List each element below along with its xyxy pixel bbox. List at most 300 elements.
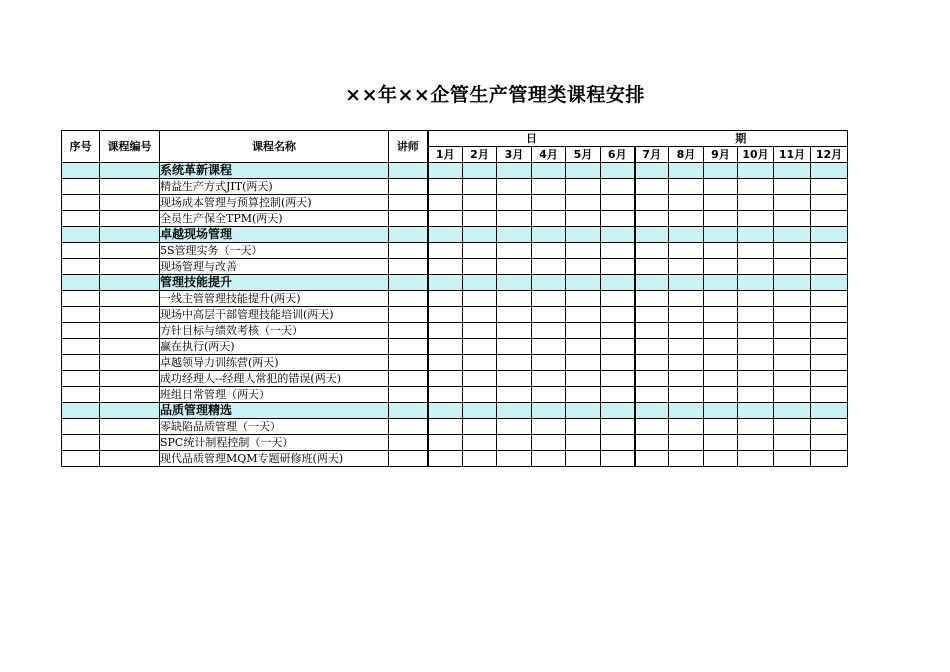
- lecturer-cell: [389, 419, 428, 435]
- course-name: 一线主管管理技能提升(两天): [160, 291, 389, 307]
- month-cell: [532, 163, 566, 179]
- seq-cell: [62, 435, 100, 451]
- header-date-right: 期: [635, 131, 848, 147]
- course-name: 精益生产方式JIT(两天): [160, 179, 389, 195]
- month-cell: [566, 291, 601, 307]
- month-cell: [428, 211, 463, 227]
- month-cell: [635, 179, 669, 195]
- month-cell: [704, 211, 738, 227]
- month-cell: [566, 403, 601, 419]
- month-cell: [774, 227, 811, 243]
- month-cell: [738, 243, 774, 259]
- month-cell: [428, 243, 463, 259]
- month-cell: [566, 371, 601, 387]
- month-cell: [704, 371, 738, 387]
- seq-cell: [62, 195, 100, 211]
- course-name: 班组日常管理（两天）: [160, 387, 389, 403]
- header-course-name: 课程名称: [160, 131, 389, 163]
- month-cell: [497, 387, 532, 403]
- month-cell: [635, 307, 669, 323]
- course-code-cell: [100, 211, 160, 227]
- month-cell: [532, 275, 566, 291]
- month-cell: [428, 275, 463, 291]
- month-cell: [635, 163, 669, 179]
- lecturer-cell: [389, 275, 428, 291]
- month-cell: [738, 339, 774, 355]
- course-code-cell: [100, 339, 160, 355]
- month-cell: [463, 195, 497, 211]
- month-cell: [669, 211, 704, 227]
- month-cell: [566, 435, 601, 451]
- lecturer-cell: [389, 451, 428, 467]
- month-cell: [811, 323, 848, 339]
- month-cell: [463, 291, 497, 307]
- month-cell: [811, 275, 848, 291]
- month-cell: [497, 227, 532, 243]
- month-cell: [532, 243, 566, 259]
- month-cell: [738, 403, 774, 419]
- month-cell: [601, 291, 635, 307]
- month-cell: [497, 259, 532, 275]
- month-cell: [811, 339, 848, 355]
- course-row: [62, 291, 848, 307]
- month-cell: [601, 243, 635, 259]
- seq-cell: [62, 387, 100, 403]
- month-cell: [532, 307, 566, 323]
- month-cell: [704, 307, 738, 323]
- course-name: 现场成本管理与预算控制(两天): [160, 195, 389, 211]
- month-cell: [738, 387, 774, 403]
- month-cell: [532, 291, 566, 307]
- seq-cell: [62, 307, 100, 323]
- month-cell: [811, 227, 848, 243]
- month-cell: [811, 419, 848, 435]
- course-code-cell: [100, 435, 160, 451]
- month-cell: [774, 179, 811, 195]
- month-cell: [738, 211, 774, 227]
- month-cell: [463, 259, 497, 275]
- month-cell: [738, 355, 774, 371]
- month-cell: [669, 451, 704, 467]
- lecturer-cell: [389, 227, 428, 243]
- course-row: [62, 243, 848, 259]
- month-cell: [566, 419, 601, 435]
- course-row: [62, 371, 848, 387]
- month-cell: [463, 307, 497, 323]
- lecturer-cell: [389, 307, 428, 323]
- month-cell: [635, 355, 669, 371]
- month-cell: [532, 387, 566, 403]
- month-cell: [532, 451, 566, 467]
- month-cell: [601, 179, 635, 195]
- course-code-cell: [100, 387, 160, 403]
- lecturer-cell: [389, 371, 428, 387]
- month-cell: [774, 275, 811, 291]
- month-cell: [497, 371, 532, 387]
- course-code-cell: [100, 163, 160, 179]
- month-cell: [704, 323, 738, 339]
- month-cell: [811, 451, 848, 467]
- course-code-cell: [100, 307, 160, 323]
- header-month: 6月: [601, 147, 635, 163]
- seq-cell: [62, 163, 100, 179]
- month-cell: [566, 179, 601, 195]
- seq-cell: [62, 275, 100, 291]
- month-cell: [738, 179, 774, 195]
- month-cell: [497, 195, 532, 211]
- month-cell: [704, 291, 738, 307]
- month-cell: [566, 355, 601, 371]
- month-cell: [601, 387, 635, 403]
- course-code-cell: [100, 451, 160, 467]
- month-cell: [497, 435, 532, 451]
- course-code-cell: [100, 403, 160, 419]
- month-cell: [532, 195, 566, 211]
- header-lecturer: 讲师: [389, 131, 428, 163]
- month-cell: [428, 451, 463, 467]
- month-cell: [669, 179, 704, 195]
- month-cell: [601, 211, 635, 227]
- header-month: 7月: [635, 147, 669, 163]
- page-title: ××年××企管生产管理类课程安排: [345, 84, 645, 106]
- category-name: 品质管理精选: [160, 403, 389, 419]
- month-cell: [497, 211, 532, 227]
- month-cell: [635, 419, 669, 435]
- month-cell: [704, 451, 738, 467]
- month-cell: [635, 435, 669, 451]
- month-cell: [669, 419, 704, 435]
- month-cell: [811, 307, 848, 323]
- month-cell: [635, 387, 669, 403]
- month-cell: [463, 403, 497, 419]
- month-cell: [601, 435, 635, 451]
- month-cell: [497, 275, 532, 291]
- month-cell: [738, 451, 774, 467]
- month-cell: [669, 307, 704, 323]
- seq-cell: [62, 371, 100, 387]
- month-cell: [497, 403, 532, 419]
- seq-cell: [62, 291, 100, 307]
- month-cell: [669, 259, 704, 275]
- month-cell: [704, 163, 738, 179]
- course-row: [62, 211, 848, 227]
- month-cell: [669, 355, 704, 371]
- month-cell: [601, 195, 635, 211]
- lecturer-cell: [389, 387, 428, 403]
- month-cell: [774, 371, 811, 387]
- lecturer-cell: [389, 291, 428, 307]
- course-code-cell: [100, 291, 160, 307]
- month-cell: [601, 163, 635, 179]
- month-cell: [601, 259, 635, 275]
- month-cell: [463, 275, 497, 291]
- month-cell: [811, 435, 848, 451]
- lecturer-cell: [389, 195, 428, 211]
- month-cell: [497, 307, 532, 323]
- month-cell: [704, 243, 738, 259]
- month-cell: [601, 419, 635, 435]
- seq-cell: [62, 323, 100, 339]
- course-name: 成功经理人--经理人常犯的错误(两天): [160, 371, 389, 387]
- lecturer-cell: [389, 323, 428, 339]
- month-cell: [428, 259, 463, 275]
- month-cell: [532, 259, 566, 275]
- month-cell: [566, 259, 601, 275]
- course-schedule-table: [61, 130, 848, 467]
- month-cell: [635, 291, 669, 307]
- lecturer-cell: [389, 435, 428, 451]
- course-code-cell: [100, 323, 160, 339]
- seq-cell: [62, 451, 100, 467]
- seq-cell: [62, 419, 100, 435]
- month-cell: [566, 227, 601, 243]
- category-row: [62, 227, 848, 243]
- month-cell: [463, 419, 497, 435]
- month-cell: [669, 243, 704, 259]
- month-cell: [463, 323, 497, 339]
- lecturer-cell: [389, 339, 428, 355]
- month-cell: [463, 435, 497, 451]
- month-cell: [532, 339, 566, 355]
- month-cell: [463, 451, 497, 467]
- lecturer-cell: [389, 211, 428, 227]
- month-cell: [566, 339, 601, 355]
- month-cell: [811, 371, 848, 387]
- month-cell: [601, 323, 635, 339]
- course-code-cell: [100, 195, 160, 211]
- month-cell: [738, 307, 774, 323]
- course-code-cell: [100, 419, 160, 435]
- course-row: [62, 355, 848, 371]
- month-cell: [497, 451, 532, 467]
- month-cell: [532, 211, 566, 227]
- month-cell: [497, 339, 532, 355]
- month-cell: [704, 227, 738, 243]
- month-cell: [428, 179, 463, 195]
- month-cell: [774, 435, 811, 451]
- course-code-cell: [100, 355, 160, 371]
- month-cell: [463, 211, 497, 227]
- month-cell: [428, 163, 463, 179]
- month-cell: [428, 291, 463, 307]
- header-month: 1月: [428, 147, 463, 163]
- month-cell: [497, 163, 532, 179]
- month-cell: [774, 387, 811, 403]
- course-name: 现场管理与改善: [160, 259, 389, 275]
- course-name: 零缺陷品质管理（一天）: [160, 419, 389, 435]
- course-row: [62, 387, 848, 403]
- course-row: [62, 419, 848, 435]
- header-month: 12月: [811, 147, 848, 163]
- month-cell: [738, 291, 774, 307]
- lecturer-cell: [389, 179, 428, 195]
- header-month: 10月: [738, 147, 774, 163]
- course-code-cell: [100, 259, 160, 275]
- month-cell: [601, 307, 635, 323]
- category-row: [62, 275, 848, 291]
- month-cell: [428, 307, 463, 323]
- month-cell: [704, 435, 738, 451]
- month-cell: [774, 403, 811, 419]
- lecturer-cell: [389, 403, 428, 419]
- month-cell: [704, 403, 738, 419]
- course-name: 赢在执行(两天): [160, 339, 389, 355]
- course-name: 5S管理实务（一天）: [160, 243, 389, 259]
- header-month: 8月: [669, 147, 704, 163]
- month-cell: [669, 371, 704, 387]
- month-cell: [811, 259, 848, 275]
- month-cell: [669, 323, 704, 339]
- month-cell: [704, 339, 738, 355]
- month-cell: [497, 291, 532, 307]
- month-cell: [463, 243, 497, 259]
- month-cell: [669, 195, 704, 211]
- month-cell: [566, 451, 601, 467]
- month-cell: [811, 211, 848, 227]
- header-month: 4月: [532, 147, 566, 163]
- month-cell: [463, 163, 497, 179]
- month-cell: [566, 275, 601, 291]
- header-month: 3月: [497, 147, 532, 163]
- course-row: [62, 195, 848, 211]
- month-cell: [774, 451, 811, 467]
- month-cell: [428, 371, 463, 387]
- month-cell: [463, 371, 497, 387]
- month-cell: [428, 195, 463, 211]
- month-cell: [463, 387, 497, 403]
- month-cell: [774, 243, 811, 259]
- header-month: 9月: [704, 147, 738, 163]
- seq-cell: [62, 179, 100, 195]
- course-row: [62, 435, 848, 451]
- course-row: [62, 451, 848, 467]
- course-code-cell: [100, 275, 160, 291]
- month-cell: [738, 227, 774, 243]
- header-month: 5月: [566, 147, 601, 163]
- month-cell: [532, 419, 566, 435]
- month-cell: [774, 211, 811, 227]
- month-cell: [738, 419, 774, 435]
- month-cell: [428, 355, 463, 371]
- month-cell: [635, 195, 669, 211]
- month-cell: [601, 451, 635, 467]
- month-cell: [601, 275, 635, 291]
- category-name: 系统革新课程: [160, 163, 389, 179]
- category-name: 卓越现场管理: [160, 227, 389, 243]
- month-cell: [428, 339, 463, 355]
- month-cell: [635, 243, 669, 259]
- month-cell: [532, 435, 566, 451]
- month-cell: [566, 211, 601, 227]
- month-cell: [566, 387, 601, 403]
- month-cell: [497, 419, 532, 435]
- month-cell: [497, 179, 532, 195]
- seq-cell: [62, 339, 100, 355]
- month-cell: [669, 435, 704, 451]
- category-row: [62, 163, 848, 179]
- month-cell: [601, 227, 635, 243]
- month-cell: [428, 227, 463, 243]
- month-cell: [704, 259, 738, 275]
- month-cell: [566, 243, 601, 259]
- month-cell: [532, 355, 566, 371]
- month-cell: [774, 339, 811, 355]
- month-cell: [428, 387, 463, 403]
- month-cell: [532, 179, 566, 195]
- month-cell: [738, 371, 774, 387]
- month-cell: [738, 275, 774, 291]
- month-cell: [463, 339, 497, 355]
- month-cell: [635, 227, 669, 243]
- course-row: [62, 259, 848, 275]
- month-cell: [566, 163, 601, 179]
- month-cell: [811, 355, 848, 371]
- month-cell: [669, 227, 704, 243]
- month-cell: [811, 195, 848, 211]
- month-cell: [811, 387, 848, 403]
- header-month: 2月: [463, 147, 497, 163]
- month-cell: [566, 307, 601, 323]
- month-cell: [635, 403, 669, 419]
- month-cell: [635, 371, 669, 387]
- month-cell: [774, 307, 811, 323]
- course-name: 现场中高层干部管理技能培训(两天): [160, 307, 389, 323]
- month-cell: [774, 323, 811, 339]
- month-cell: [497, 323, 532, 339]
- month-cell: [428, 323, 463, 339]
- month-cell: [774, 291, 811, 307]
- month-cell: [704, 355, 738, 371]
- course-row: [62, 339, 848, 355]
- month-cell: [774, 355, 811, 371]
- month-cell: [704, 387, 738, 403]
- category-name: 管理技能提升: [160, 275, 389, 291]
- course-name: 全员生产保全TPM(两天): [160, 211, 389, 227]
- month-cell: [428, 435, 463, 451]
- month-cell: [463, 227, 497, 243]
- month-cell: [428, 403, 463, 419]
- category-row: [62, 403, 848, 419]
- month-cell: [811, 291, 848, 307]
- course-code-cell: [100, 371, 160, 387]
- month-cell: [601, 403, 635, 419]
- seq-cell: [62, 259, 100, 275]
- seq-cell: [62, 227, 100, 243]
- month-cell: [704, 179, 738, 195]
- course-code-cell: [100, 243, 160, 259]
- month-cell: [532, 403, 566, 419]
- course-code-cell: [100, 227, 160, 243]
- course-name: 卓越领导力训练营(两天): [160, 355, 389, 371]
- course-code-cell: [100, 179, 160, 195]
- month-cell: [669, 403, 704, 419]
- month-cell: [738, 259, 774, 275]
- month-cell: [532, 371, 566, 387]
- month-cell: [532, 323, 566, 339]
- month-cell: [428, 419, 463, 435]
- month-cell: [738, 163, 774, 179]
- month-cell: [635, 339, 669, 355]
- course-name: SPC统计制程控制（一天）: [160, 435, 389, 451]
- month-cell: [463, 179, 497, 195]
- month-cell: [774, 419, 811, 435]
- seq-cell: [62, 403, 100, 419]
- month-cell: [669, 163, 704, 179]
- seq-cell: [62, 355, 100, 371]
- month-cell: [774, 195, 811, 211]
- header-month: 11月: [774, 147, 811, 163]
- seq-cell: [62, 211, 100, 227]
